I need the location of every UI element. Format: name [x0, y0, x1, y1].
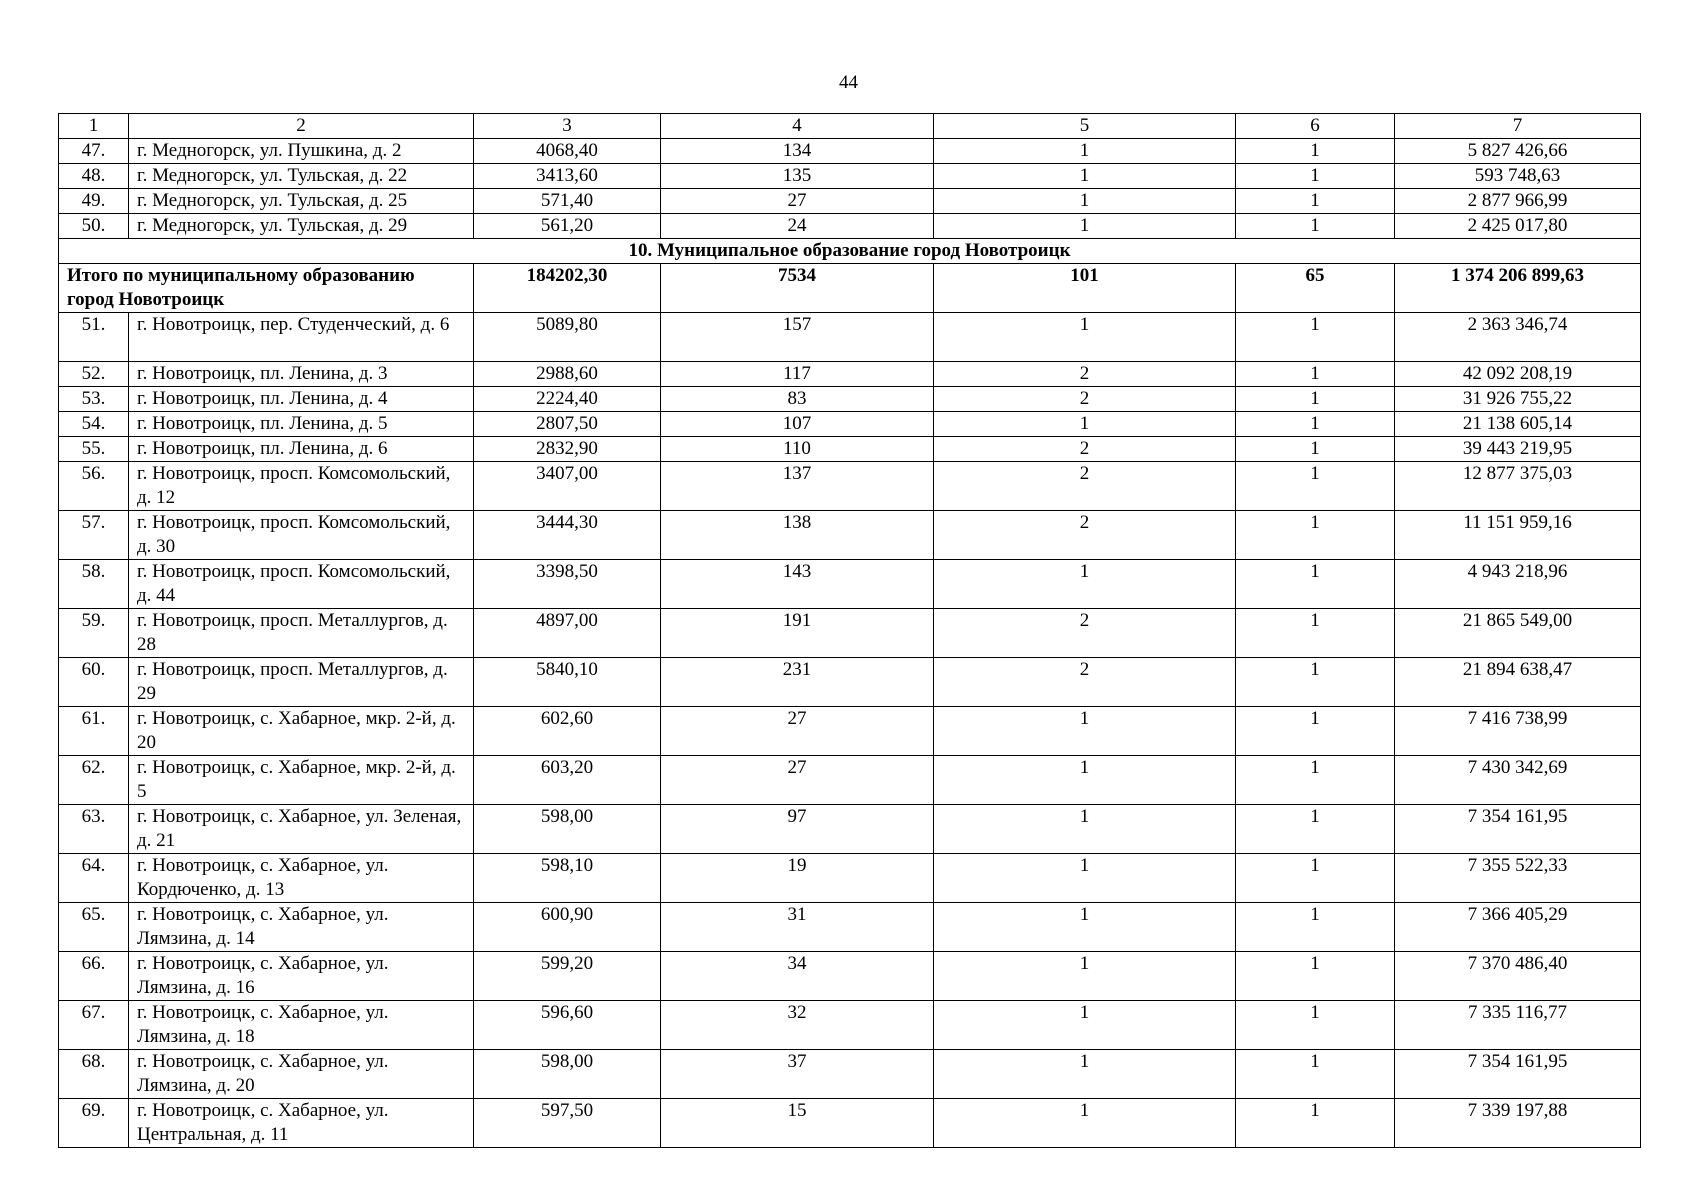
row-number: 59. — [59, 609, 129, 658]
row-number: 68. — [59, 1050, 129, 1099]
residents-cell: 231 — [661, 658, 934, 707]
address-cell: г. Новотроицк, с. Хабарное, мкр. 2-й, д. 20 — [129, 707, 474, 756]
cost-cell: 2 877 966,99 — [1395, 189, 1641, 214]
table-row — [59, 189, 1641, 214]
area-cell: 600,90 — [474, 903, 661, 952]
column-6-cell: 1 — [1236, 854, 1395, 903]
cost-cell: 7 430 342,69 — [1395, 756, 1641, 805]
column-6-cell: 1 — [1236, 1099, 1395, 1148]
area-cell: 599,20 — [474, 952, 661, 1001]
total-label: Итого по муниципальному образованию город Новотроицк — [59, 264, 474, 313]
area-cell: 3398,50 — [474, 560, 661, 609]
column-6-cell: 1 — [1236, 387, 1395, 412]
column-5-cell: 1 — [934, 854, 1236, 903]
column-header: 1 — [59, 114, 129, 139]
residents-cell: 31 — [661, 903, 934, 952]
area-cell: 3407,00 — [474, 462, 661, 511]
column-header: 7 — [1395, 114, 1641, 139]
column-5-cell: 2 — [934, 437, 1236, 462]
area-cell: 561,20 — [474, 214, 661, 239]
cost-cell: 7 370 486,40 — [1395, 952, 1641, 1001]
row-number: 61. — [59, 707, 129, 756]
column-5-cell: 1 — [934, 189, 1236, 214]
table-row — [59, 214, 1641, 239]
total-cost: 1 374 206 899,63 — [1395, 264, 1641, 313]
column-6-cell: 1 — [1236, 952, 1395, 1001]
address-cell: г. Новотроицк, пл. Ленина, д. 4 — [129, 387, 474, 412]
cost-cell: 5 827 426,66 — [1395, 139, 1641, 164]
table-row — [59, 437, 1641, 462]
row-number: 60. — [59, 658, 129, 707]
column-6-cell: 1 — [1236, 164, 1395, 189]
column-6-cell: 1 — [1236, 139, 1395, 164]
cost-cell: 39 443 219,95 — [1395, 437, 1641, 462]
table-row — [59, 560, 1641, 609]
residents-cell: 24 — [661, 214, 934, 239]
cost-cell: 7 354 161,95 — [1395, 1050, 1641, 1099]
table-row — [59, 707, 1641, 756]
residents-cell: 117 — [661, 362, 934, 387]
area-cell: 4068,40 — [474, 139, 661, 164]
column-6-cell: 1 — [1236, 437, 1395, 462]
residents-cell: 34 — [661, 952, 934, 1001]
cost-cell: 11 151 959,16 — [1395, 511, 1641, 560]
column-5-cell: 1 — [934, 139, 1236, 164]
residents-cell: 15 — [661, 1099, 934, 1148]
table-row — [59, 164, 1641, 189]
row-number: 48. — [59, 164, 129, 189]
row-number: 47. — [59, 139, 129, 164]
row-number: 64. — [59, 854, 129, 903]
area-cell: 602,60 — [474, 707, 661, 756]
address-cell: г. Новотроицк, с. Хабарное, мкр. 2-й, д. 5 — [129, 756, 474, 805]
column-5-cell: 1 — [934, 707, 1236, 756]
column-5-cell: 1 — [934, 412, 1236, 437]
row-number: 56. — [59, 462, 129, 511]
column-6-cell: 1 — [1236, 658, 1395, 707]
cost-cell: 7 335 116,77 — [1395, 1001, 1641, 1050]
table-row — [59, 805, 1641, 854]
column-5-cell: 2 — [934, 462, 1236, 511]
column-6-cell: 1 — [1236, 511, 1395, 560]
address-cell: г. Новотроицк, просп. Комсомольский, д. 12 — [129, 462, 474, 511]
address-cell: г. Новотроицк, с. Хабарное, ул. Кордюченко, д. 13 — [129, 854, 474, 903]
column-5-cell: 1 — [934, 1050, 1236, 1099]
table-row — [59, 412, 1641, 437]
residents-cell: 134 — [661, 139, 934, 164]
row-number: 50. — [59, 214, 129, 239]
address-cell: г. Медногорск, ул. Пушкина, д. 2 — [129, 139, 474, 164]
table-row — [59, 1099, 1641, 1148]
column-5-cell: 1 — [934, 1099, 1236, 1148]
row-number: 66. — [59, 952, 129, 1001]
address-cell: г. Новотроицк, пл. Ленина, д. 3 — [129, 362, 474, 387]
cost-cell: 2 425 017,80 — [1395, 214, 1641, 239]
column-5-cell: 2 — [934, 387, 1236, 412]
residents-cell: 97 — [661, 805, 934, 854]
column-header: 4 — [661, 114, 934, 139]
area-cell: 571,40 — [474, 189, 661, 214]
column-6-cell: 1 — [1236, 1050, 1395, 1099]
area-cell: 603,20 — [474, 756, 661, 805]
residents-cell: 37 — [661, 1050, 934, 1099]
cost-cell: 42 092 208,19 — [1395, 362, 1641, 387]
address-cell: г. Новотроицк, пер. Студенческий, д. 6 — [129, 313, 474, 362]
row-number: 67. — [59, 1001, 129, 1050]
column-5-cell: 2 — [934, 609, 1236, 658]
column-5-cell: 1 — [934, 952, 1236, 1001]
cost-cell: 4 943 218,96 — [1395, 560, 1641, 609]
residents-cell: 143 — [661, 560, 934, 609]
column-5-cell: 1 — [934, 313, 1236, 362]
total-residents: 7534 — [661, 264, 934, 313]
table-row — [59, 362, 1641, 387]
cost-cell: 7 416 738,99 — [1395, 707, 1641, 756]
residents-cell: 32 — [661, 1001, 934, 1050]
row-number: 55. — [59, 437, 129, 462]
section-heading-row — [59, 239, 1641, 264]
address-cell: г. Новотроицк, просп. Металлургов, д. 28 — [129, 609, 474, 658]
column-6-cell: 1 — [1236, 462, 1395, 511]
address-cell: г. Медногорск, ул. Тульская, д. 25 — [129, 189, 474, 214]
table-row — [59, 756, 1641, 805]
address-cell: г. Медногорск, ул. Тульская, д. 22 — [129, 164, 474, 189]
area-cell: 598,10 — [474, 854, 661, 903]
address-cell: г. Новотроицк, с. Хабарное, ул. Лямзина, д. 20 — [129, 1050, 474, 1099]
residents-cell: 27 — [661, 756, 934, 805]
table-row — [59, 139, 1641, 164]
residents-cell: 137 — [661, 462, 934, 511]
column-5-cell: 2 — [934, 658, 1236, 707]
residents-cell: 27 — [661, 707, 934, 756]
cost-cell: 2 363 346,74 — [1395, 313, 1641, 362]
residents-cell: 110 — [661, 437, 934, 462]
total-column-6: 65 — [1236, 264, 1395, 313]
row-number: 51. — [59, 313, 129, 362]
row-number: 53. — [59, 387, 129, 412]
row-number: 52. — [59, 362, 129, 387]
table-row — [59, 1001, 1641, 1050]
total-row — [59, 264, 1641, 313]
table-row — [59, 854, 1641, 903]
area-cell: 2832,90 — [474, 437, 661, 462]
address-cell: г. Медногорск, ул. Тульская, д. 29 — [129, 214, 474, 239]
residents-cell: 107 — [661, 412, 934, 437]
cost-cell: 593 748,63 — [1395, 164, 1641, 189]
residents-cell: 138 — [661, 511, 934, 560]
table-row — [59, 658, 1641, 707]
area-cell: 597,50 — [474, 1099, 661, 1148]
address-cell: г. Новотроицк, пл. Ленина, д. 6 — [129, 437, 474, 462]
column-header: 6 — [1236, 114, 1395, 139]
column-6-cell: 1 — [1236, 609, 1395, 658]
address-cell: г. Новотроицк, с. Хабарное, ул. Центральная, д. 11 — [129, 1099, 474, 1148]
column-6-cell: 1 — [1236, 362, 1395, 387]
housing-table — [58, 113, 1641, 1148]
section-title: 10. Муниципальное образование город Новотроицк — [59, 239, 1641, 264]
address-cell: г. Новотроицк, пл. Ленина, д. 5 — [129, 412, 474, 437]
column-5-cell: 1 — [934, 164, 1236, 189]
row-number: 49. — [59, 189, 129, 214]
area-cell: 598,00 — [474, 805, 661, 854]
area-cell: 598,00 — [474, 1050, 661, 1099]
row-number: 58. — [59, 560, 129, 609]
table-row — [59, 313, 1641, 362]
row-number: 54. — [59, 412, 129, 437]
area-cell: 3444,30 — [474, 511, 661, 560]
cost-cell: 21 894 638,47 — [1395, 658, 1641, 707]
column-header: 5 — [934, 114, 1236, 139]
area-cell: 2988,60 — [474, 362, 661, 387]
column-6-cell: 1 — [1236, 189, 1395, 214]
column-6-cell: 1 — [1236, 707, 1395, 756]
column-6-cell: 1 — [1236, 560, 1395, 609]
column-number-row — [59, 114, 1641, 139]
column-6-cell: 1 — [1236, 903, 1395, 952]
column-header: 3 — [474, 114, 661, 139]
table-row — [59, 1050, 1641, 1099]
row-number: 63. — [59, 805, 129, 854]
row-number: 65. — [59, 903, 129, 952]
table-row — [59, 952, 1641, 1001]
column-6-cell: 1 — [1236, 412, 1395, 437]
area-cell: 5840,10 — [474, 658, 661, 707]
cost-cell: 31 926 755,22 — [1395, 387, 1641, 412]
column-5-cell: 1 — [934, 1001, 1236, 1050]
address-cell: г. Новотроицк, с. Хабарное, ул. Лямзина, д. 16 — [129, 952, 474, 1001]
cost-cell: 7 366 405,29 — [1395, 903, 1641, 952]
residents-cell: 191 — [661, 609, 934, 658]
column-6-cell: 1 — [1236, 756, 1395, 805]
address-cell: г. Новотроицк, с. Хабарное, ул. Лямзина, д. 18 — [129, 1001, 474, 1050]
row-number: 69. — [59, 1099, 129, 1148]
table-row — [59, 462, 1641, 511]
column-5-cell: 1 — [934, 805, 1236, 854]
page-number: 44 — [839, 72, 858, 93]
column-6-cell: 1 — [1236, 1001, 1395, 1050]
table-row — [59, 609, 1641, 658]
residents-cell: 27 — [661, 189, 934, 214]
column-5-cell: 1 — [934, 560, 1236, 609]
area-cell: 5089,80 — [474, 313, 661, 362]
cost-cell: 21 865 549,00 — [1395, 609, 1641, 658]
residents-cell: 135 — [661, 164, 934, 189]
cost-cell: 7 355 522,33 — [1395, 854, 1641, 903]
area-cell: 2224,40 — [474, 387, 661, 412]
area-cell: 4897,00 — [474, 609, 661, 658]
address-cell: г. Новотроицк, просп. Комсомольский, д. 44 — [129, 560, 474, 609]
address-cell: г. Новотроицк, просп. Металлургов, д. 29 — [129, 658, 474, 707]
column-5-cell: 1 — [934, 903, 1236, 952]
area-cell: 2807,50 — [474, 412, 661, 437]
cost-cell: 7 339 197,88 — [1395, 1099, 1641, 1148]
total-column-5: 101 — [934, 264, 1236, 313]
residents-cell: 157 — [661, 313, 934, 362]
table-row — [59, 903, 1641, 952]
cost-cell: 7 354 161,95 — [1395, 805, 1641, 854]
address-cell: г. Новотроицк, просп. Комсомольский, д. 30 — [129, 511, 474, 560]
row-number: 57. — [59, 511, 129, 560]
column-5-cell: 2 — [934, 362, 1236, 387]
cost-cell: 12 877 375,03 — [1395, 462, 1641, 511]
residents-cell: 19 — [661, 854, 934, 903]
address-cell: г. Новотроицк, с. Хабарное, ул. Лямзина, д. 14 — [129, 903, 474, 952]
address-cell: г. Новотроицк, с. Хабарное, ул. Зеленая, д. 21 — [129, 805, 474, 854]
column-5-cell: 1 — [934, 756, 1236, 805]
area-cell: 3413,60 — [474, 164, 661, 189]
total-area: 184202,30 — [474, 264, 661, 313]
column-6-cell: 1 — [1236, 805, 1395, 854]
area-cell: 596,60 — [474, 1001, 661, 1050]
residents-cell: 83 — [661, 387, 934, 412]
row-number: 62. — [59, 756, 129, 805]
column-5-cell: 1 — [934, 214, 1236, 239]
table-row — [59, 387, 1641, 412]
column-5-cell: 2 — [934, 511, 1236, 560]
column-6-cell: 1 — [1236, 313, 1395, 362]
column-header: 2 — [129, 114, 474, 139]
cost-cell: 21 138 605,14 — [1395, 412, 1641, 437]
table-row — [59, 511, 1641, 560]
column-6-cell: 1 — [1236, 214, 1395, 239]
